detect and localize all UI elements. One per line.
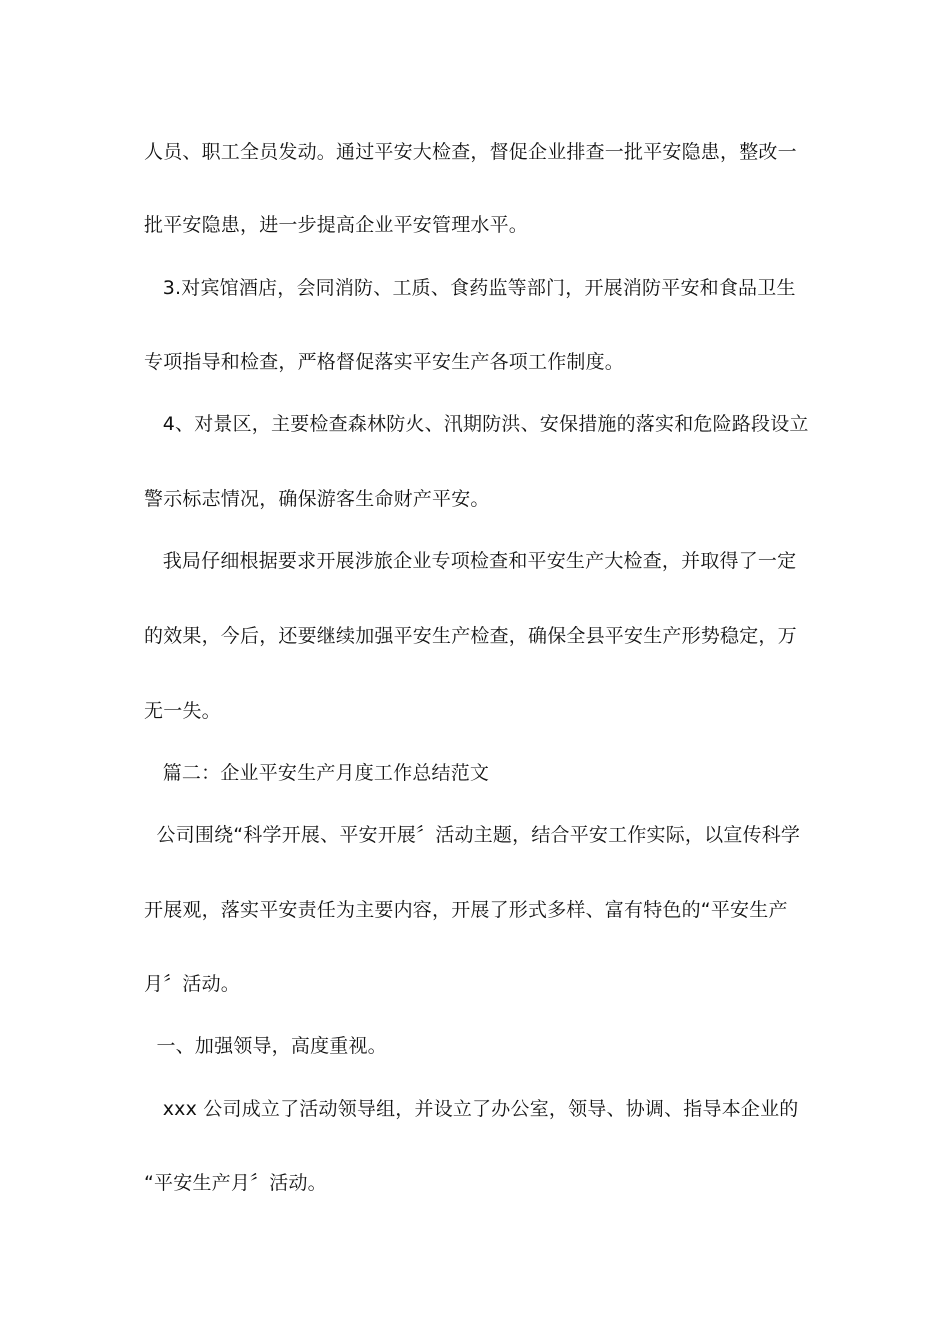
paragraph-line: 无一失。 [144,700,221,722]
subheading: 一、加强领导，高度重视。 [144,1035,387,1057]
paragraph-line: 4、对景区，主要检查森林防火、汛期防洪、安保措施的落实和危险路段设立 [144,413,809,435]
paragraph-line: “平安生产月〞活动。 [144,1172,327,1194]
paragraph-line: 的效果，今后，还要继续加强平安生产检查，确保全县平安生产形势稳定，万 [144,625,797,647]
paragraph-line: 警示标志情况，确保游客生命财产平安。 [144,488,490,510]
paragraph-line: 3.对宾馆酒店，会同消防、工质、食药监等部门，开展消防平安和食品卫生 [144,277,796,299]
section-heading: 篇二：企业平安生产月度工作总结范文 [144,762,490,784]
paragraph-line: 批平安隐患，进一步提高企业平安管理水平。 [144,214,529,236]
paragraph-line: 专项指导和检查，严格督促落实平安生产各项工作制度。 [144,351,625,373]
paragraph-line: 月〞活动。 [144,973,241,995]
paragraph-line: 开展观，落实平安责任为主要内容，开展了形式多样、富有特色的“平安生产 [144,899,788,921]
paragraph-line: 我局仔细根据要求开展涉旅企业专项检查和平安生产大检查，并取得了一定 [144,550,797,572]
paragraph-line: xxx 公司成立了活动领导组，并设立了办公室，领导、协调、指导本企业的 [144,1098,799,1120]
paragraph-line: 公司围绕“科学开展、平安开展〞活动主题，结合平安工作实际，以宣传科学 [144,824,801,846]
paragraph-line: 人员、职工全员发动。通过平安大检查，督促企业排查一批平安隐患，整改一 [144,141,797,163]
